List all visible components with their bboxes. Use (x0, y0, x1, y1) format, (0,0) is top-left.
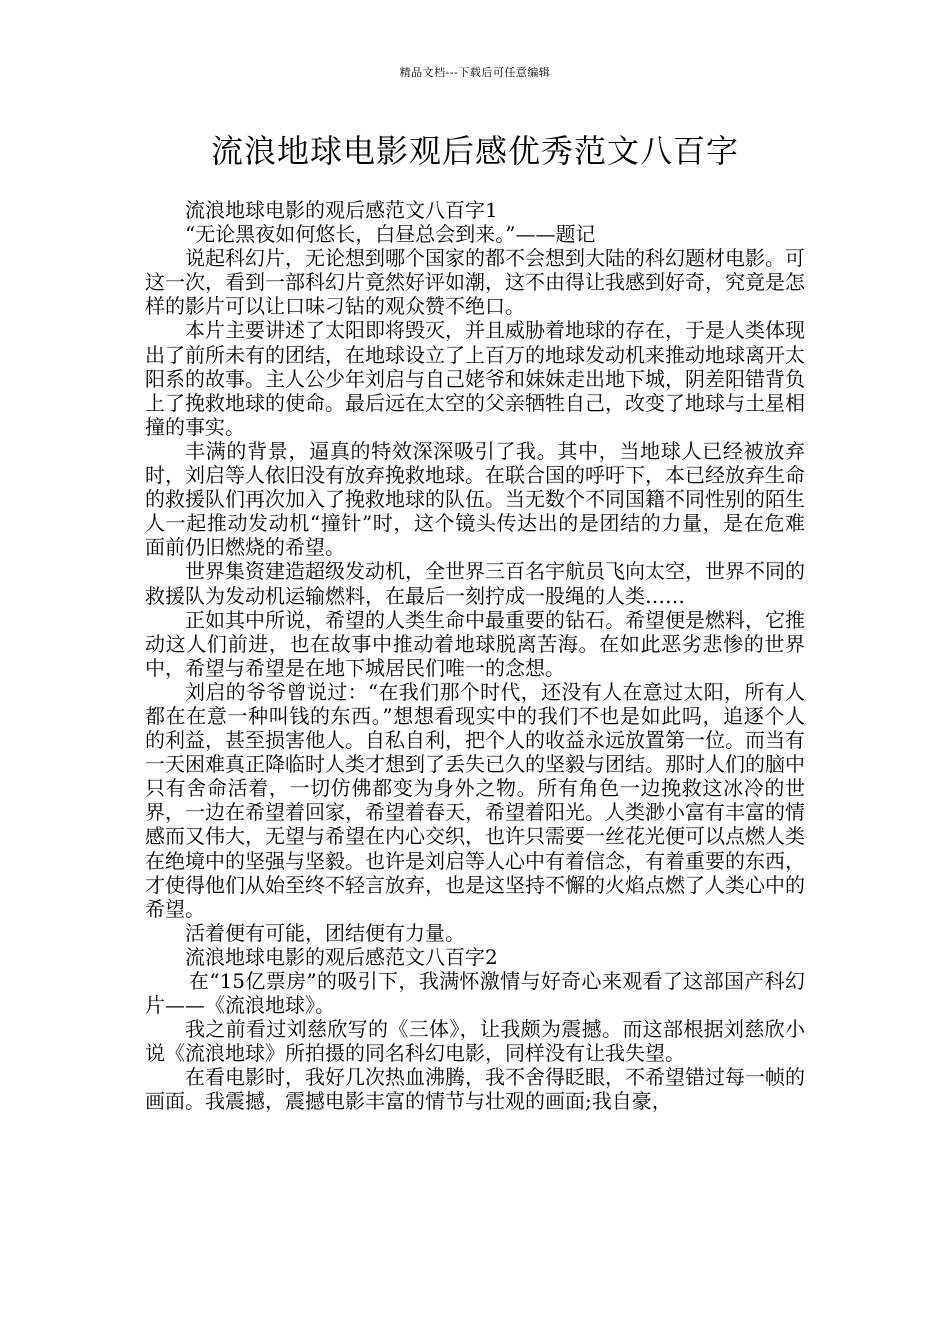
section-heading-1: 流浪地球电影的观后感范文八百字1 (185, 198, 498, 222)
paragraph: 我之前看过刘慈欣写的《三体》，让我颇为震撼。而这部根据刘慈欣小说《流浪地球》所拍摄的同名科幻电影，同样没有让我失望。 (145, 1017, 805, 1066)
document-body (145, 198, 805, 1114)
section-heading-2: 流浪地球电影的观后感范文八百字2 (185, 944, 498, 969)
epigraph: “无论黑夜如何悠长，白昼总会到来。”——题记 (185, 222, 596, 247)
header-note: 精品文档---下载后可任意编辑 (399, 66, 551, 79)
paragraph: 正如其中所说，希望的人类生命中最重要的钻石。希望便是燃料，它推动这人们前进，也在故事中推动着地球脱离苦海。在如此恶劣悲惨的世界中，希望与希望是在地下城居民们唯一的念想。 (145, 607, 805, 680)
paragraph: 刘启的爷爷曾说过：“在我们那个时代，还没有人在意过太阳，所有人都在在意一种叫钱的东西。”想想看现实中的我们不也是如此吗，追逐个人的利益，甚至损害他人。自私自利，把个人的收益永远放置第一位。而当有一天困难真正降临时人类才想到了丢失已久的坚毅与团结。那时人们的脑中只有舍命活着，一切仿佛都变为身外之物。所有角色一边挽救这冰冷的世界，一边在希望着回家，希望着春天，希望着阳光。人类渺小富有丰富的情感而又伟大，无望与希望在内心交织，也许只需要一丝花光便可以点燃人类在绝境中的坚强与坚毅。也许是刘启等人心中有着信念，有着重要的东西，才使得他们从始至终不轻言放弃，也是这坚持不懈的火焰点燃了人类心中的希望。 (145, 679, 805, 921)
paragraph: 说起科幻片，无论想到哪个国家的都不会想到大陆的科幻题材电影。可这一次，看到一部科幻片竟然好评如潮，这不由得让我感到好奇，究竟是怎样的影片可以让口味刁钻的观众赞不绝口。 (145, 246, 805, 319)
paragraph: 世界集资建造超级发动机，全世界三百名宇航员飞向太空，世界不同的救援队为发动机运输燃料，在最后一刻拧成一股绳的人类…… (145, 559, 805, 608)
paragraph: 本片主要讲述了太阳即将毁灭，并且威胁着地球的存在，于是人类体现出了前所未有的团结，在地球设立了上百万的地球发动机来推动地球离开太阳系的故事。主人公少年刘启与自己姥爷和妹妹走出地下城，阴差阳错背负上了挽救地球的使命。最后远在太空的父亲牺牲自己，改变了地球与土星相撞的事实。 (145, 318, 805, 439)
paragraph: 在看电影时，我好几次热血沸腾，我不舍得眨眼，不希望错过每一帧的画面。我震撼，震撼电影丰富的情节与壮观的画面;我自豪， (145, 1065, 805, 1114)
paragraph: 活着便有可能，团结便有力量。 (185, 920, 465, 945)
paragraph: 丰满的背景，逼真的特效深深吸引了我。其中，当地球人已经被放弃时，刘启等人依旧没有放弃挽救地球。在联合国的呼吁下，本已经放弃生命的救援队们再次加入了挽救地球的队伍。当无数个不同国籍不同性别的陌生人一起推动发动机“撞针”时，这个镜头传达出的是团结的力量，是在危难面前仍旧燃烧的希望。 (145, 438, 805, 560)
paragraph: 在“15亿票房”的吸引下，我满怀激情与好奇心来观看了这部国产科幻片——《流浪地球》。 (145, 969, 805, 1018)
document-title: 流浪地球电影观后感优秀范文八百字 (210, 132, 739, 170)
